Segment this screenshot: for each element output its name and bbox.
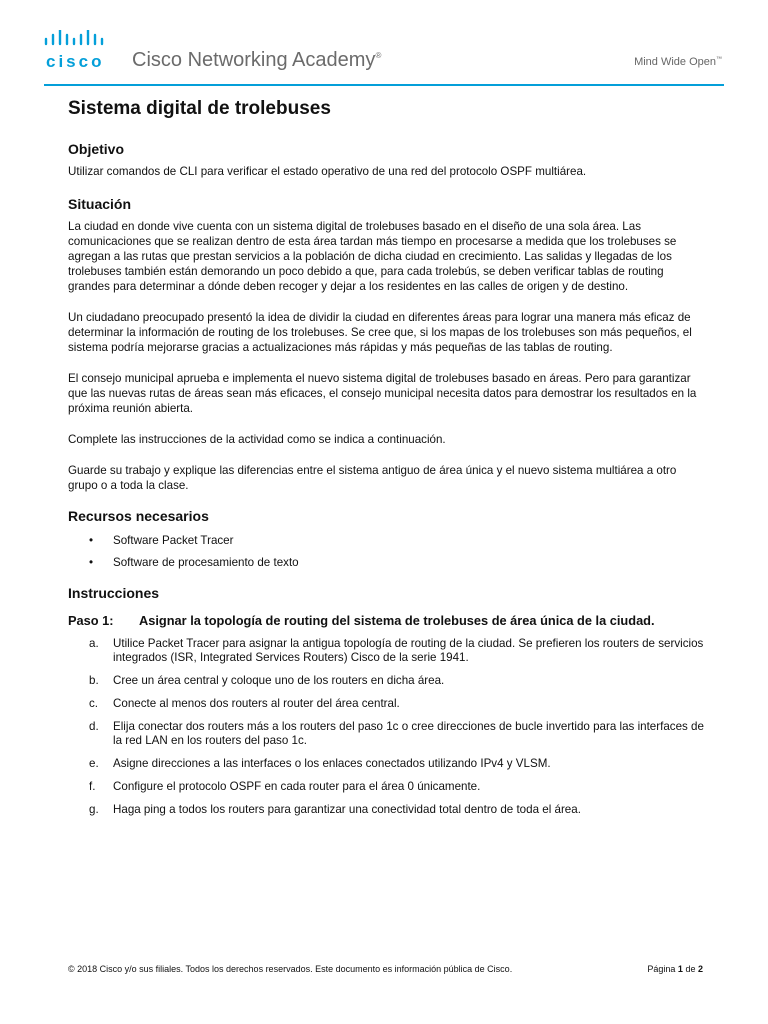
objective-text: Utilizar comandos de CLI para verificar el estado operativo de una red del protocolo OSPF multiárea.: [68, 165, 587, 178]
list-item: [68, 757, 708, 771]
substep-text: Cree un área central y coloque uno de los routers en dicha área.: [113, 674, 445, 687]
substep-letter: g.: [89, 803, 99, 816]
substep-text: Elija conectar dos routers más a los routers del paso 1c o cree direcciones de bucle invertido para las interfaces de la red LAN en los routers del paso 1c.: [113, 720, 704, 747]
page-header: [0, 0, 768, 90]
tagline: [634, 56, 722, 68]
situation-paragraph: Un ciudadano preocupado presentó la idea de dividir la ciudad en diferentes áreas para lograr una manera más eficaz de determinar la información de routing de los trolebuses. Se cree que, si los mapas de los trolebuses son más pequeños, el sistema podría mejorarse gracias a actualizaciones más rápidas y más pequeñas de las tablas de routing.: [68, 311, 692, 354]
page-label: Página: [647, 964, 676, 974]
document-title: Sistema digital de trolebuses: [68, 98, 331, 119]
page-total: 2: [697, 964, 703, 974]
instructions-heading: Instrucciones: [68, 585, 160, 601]
trademark-mark: ™: [716, 56, 722, 63]
situation-paragraph: Complete las instrucciones de la actividad como se indica a continuación.: [68, 433, 446, 446]
list-item: [68, 674, 708, 688]
situation-heading: Situación: [68, 196, 132, 212]
situation-paragraph: La ciudad en donde vive cuenta con un sistema digital de trolebuses basado en el diseño de una sola área. Las comunicaciones que se realizan dentro de esta área tardan más tiempo en procesarse a medida que los trolebuses se agregan a las rutas que prestan servicios a la población de dicha ciudad en crecimiento. Las salidas y llegadas de los trolebuses también están demorando un poco debido a que, para cada trolebús, se deben verificar tablas de routing grandes para determinar a dónde deben recoger y dejar a los residentes en las calles de origen y de destino.: [68, 220, 677, 293]
substep-text: Configure el protocolo OSPF en cada router para el área 0 únicamente.: [113, 780, 481, 793]
substep-letter: e.: [89, 757, 99, 770]
resources-list: [68, 533, 708, 570]
bullet-icon: •: [89, 556, 94, 569]
bullet-icon: •: [89, 534, 94, 547]
step-number: Paso 1:: [68, 613, 114, 628]
objective-heading: Objetivo: [68, 141, 125, 157]
cisco-logo-wordmark: cisco: [46, 52, 105, 71]
list-item: [68, 780, 708, 794]
substep-letter: b.: [89, 674, 99, 687]
header-rule: [44, 84, 724, 86]
tagline-text: Mind Wide Open: [634, 56, 716, 68]
step-title: Asignar la topología de routing del sistema de trolebuses de área única de la ciudad.: [139, 613, 655, 628]
document-body: [68, 96, 708, 826]
substeps-list: [68, 637, 708, 817]
step-heading: [68, 612, 708, 629]
substep-text: Conecte al menos dos routers al router del área central.: [113, 697, 400, 710]
copyright-text: © 2018 Cisco y/o sus filiales. Todos los derechos reservados. Este documento es información pública de Cisco.: [68, 964, 513, 974]
substep-text: Haga ping a todos los routers para garantizar una conectividad total dentro de toda el área.: [113, 803, 581, 816]
list-item: [68, 533, 708, 548]
page-current: 1: [677, 964, 683, 974]
substep-letter: d.: [89, 720, 99, 733]
situation-paragraph: El consejo municipal aprueba e implementa el nuevo sistema digital de trolebuses basado en áreas. Pero para garantizar que las nuevas rutas de áreas sean más eficaces, el consejo municipal necesita datos para demostrar los resultados en la próxima reunión abierta.: [68, 372, 697, 415]
substep-text: Asigne direcciones a las interfaces o los enlaces conectados utilizando IPv4 y VLSM.: [113, 757, 551, 770]
substep-letter: a.: [89, 637, 99, 650]
academy-name-text: Cisco Networking Academy: [132, 49, 376, 71]
substep-letter: c.: [89, 697, 99, 710]
cisco-logo-bars-icon: [44, 30, 114, 50]
substep-text: Utilice Packet Tracer para asignar la antigua topología de routing de la ciudad. Se prefieren los routers de servicios integrados (ISR, Integrated Services Routers) Cisco de la serie 1941.: [113, 637, 704, 664]
substep-letter: f.: [89, 780, 96, 793]
page-of: de: [685, 964, 696, 974]
page-indicator: [647, 964, 703, 974]
list-item: [68, 720, 708, 748]
list-item: [68, 697, 708, 711]
list-item-text: Software de procesamiento de texto: [113, 556, 299, 569]
situation-paragraph: Guarde su trabajo y explique las diferencias entre el sistema antiguo de área única y el nuevo sistema multiárea a otro grupo o a toda la clase.: [68, 464, 677, 492]
list-item: [68, 637, 708, 665]
registered-mark: ®: [375, 51, 382, 60]
list-item: [68, 803, 708, 817]
resources-heading: Recursos necesarios: [68, 508, 209, 524]
academy-name: [132, 49, 381, 72]
list-item: [68, 555, 708, 570]
list-item-text: Software Packet Tracer: [113, 534, 234, 547]
